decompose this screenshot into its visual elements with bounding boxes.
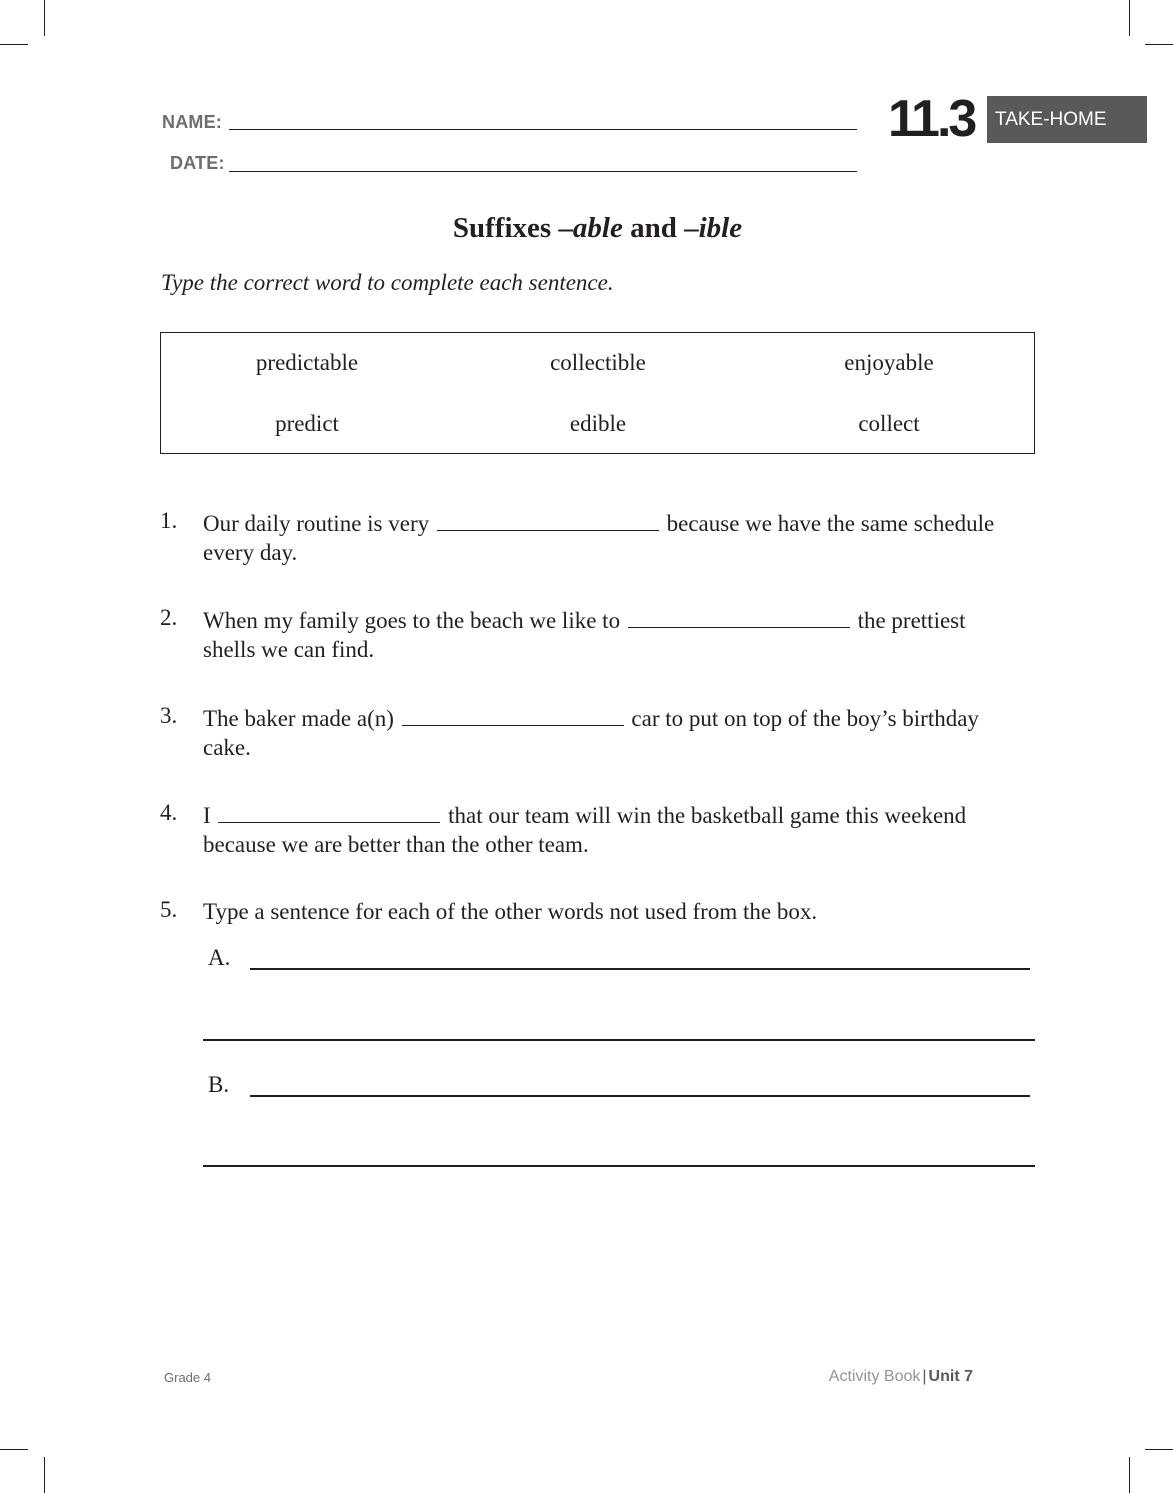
crop-mark-bottom-right xyxy=(1129,1457,1130,1493)
word-predictable: predictable xyxy=(255,350,359,375)
sub-item-b-label: B. xyxy=(208,1072,230,1097)
page-title xyxy=(0,212,1173,245)
question-2-text-after: the prettiest shells we can find. xyxy=(203,608,966,662)
question-1-blank[interactable] xyxy=(437,508,659,531)
take-home-badge: TAKE-HOME xyxy=(987,96,1147,143)
footer-unit: Unit 7 xyxy=(928,1368,973,1385)
question-1-number: 1. xyxy=(160,508,178,533)
instructions: Type the correct word to complete each sentence. xyxy=(161,270,614,295)
question-4-blank[interactable] xyxy=(218,800,440,823)
sub-item-a-label: A. xyxy=(208,945,231,970)
name-field[interactable] xyxy=(229,129,857,130)
question-2-blank[interactable] xyxy=(628,605,850,628)
question-3-blank[interactable] xyxy=(402,703,624,726)
title-suffix-ible: ible xyxy=(698,212,743,244)
question-3 xyxy=(203,703,1013,762)
question-2-text-before: When my family goes to the beach we like to xyxy=(203,608,621,633)
title-middle: and – xyxy=(622,212,699,244)
word-collect: collect xyxy=(858,411,920,436)
footer-book: Activity Book xyxy=(828,1368,921,1385)
name-label: NAME: xyxy=(162,112,222,132)
answer-b-line-2[interactable] xyxy=(203,1165,1035,1167)
answer-b-line-1[interactable] xyxy=(250,1095,1030,1097)
crop-mark-bottom-left-h xyxy=(0,1449,28,1450)
crop-mark-top-right xyxy=(1129,0,1130,36)
crop-mark-top-right-h xyxy=(1145,44,1173,45)
question-1-text-after: because we have the same schedule every day. xyxy=(203,511,995,565)
answer-a-line-1[interactable] xyxy=(250,968,1030,970)
word-edible: edible xyxy=(569,411,627,436)
question-4-text-after: that our team will win the basketball game this weekend because we are better than the other team. xyxy=(203,803,967,857)
question-2-number: 2. xyxy=(160,605,178,630)
crop-mark-top-left xyxy=(44,0,45,36)
title-suffix-able: able xyxy=(572,212,623,244)
footer-grade: Grade 4 xyxy=(164,1370,211,1385)
crop-mark-bottom-right-h xyxy=(1145,1449,1173,1450)
question-3-text-after: car to put on top of the boy’s birthday cake. xyxy=(203,706,979,760)
date-label: DATE: xyxy=(170,153,225,173)
word-enjoyable: enjoyable xyxy=(844,350,934,375)
footer-book-info xyxy=(829,1368,973,1386)
word-collectible: collectible xyxy=(550,350,646,375)
crop-mark-top-left-h xyxy=(0,44,28,45)
question-5-number: 5. xyxy=(160,897,178,922)
crop-mark-bottom-left xyxy=(44,1457,45,1493)
date-field[interactable] xyxy=(229,171,857,172)
question-3-text-before: The baker made a(n) xyxy=(203,706,394,731)
word-predict: predict xyxy=(275,411,339,436)
question-5: Type a sentence for each of the other words not used from the box. xyxy=(203,899,818,924)
question-1-text-before: Our daily routine is very xyxy=(203,511,430,536)
answer-a-line-2[interactable] xyxy=(203,1039,1035,1041)
question-1 xyxy=(203,508,1023,567)
word-box xyxy=(160,332,1035,454)
question-3-number: 3. xyxy=(160,703,178,728)
title-prefix: Suffixes – xyxy=(452,212,573,244)
question-4 xyxy=(203,800,1003,859)
question-2 xyxy=(203,605,1003,664)
question-4-number: 4. xyxy=(160,800,178,825)
question-4-text-before: I xyxy=(203,803,211,828)
footer-separator: | xyxy=(922,1368,927,1385)
lesson-number: 11.3 xyxy=(888,90,975,148)
